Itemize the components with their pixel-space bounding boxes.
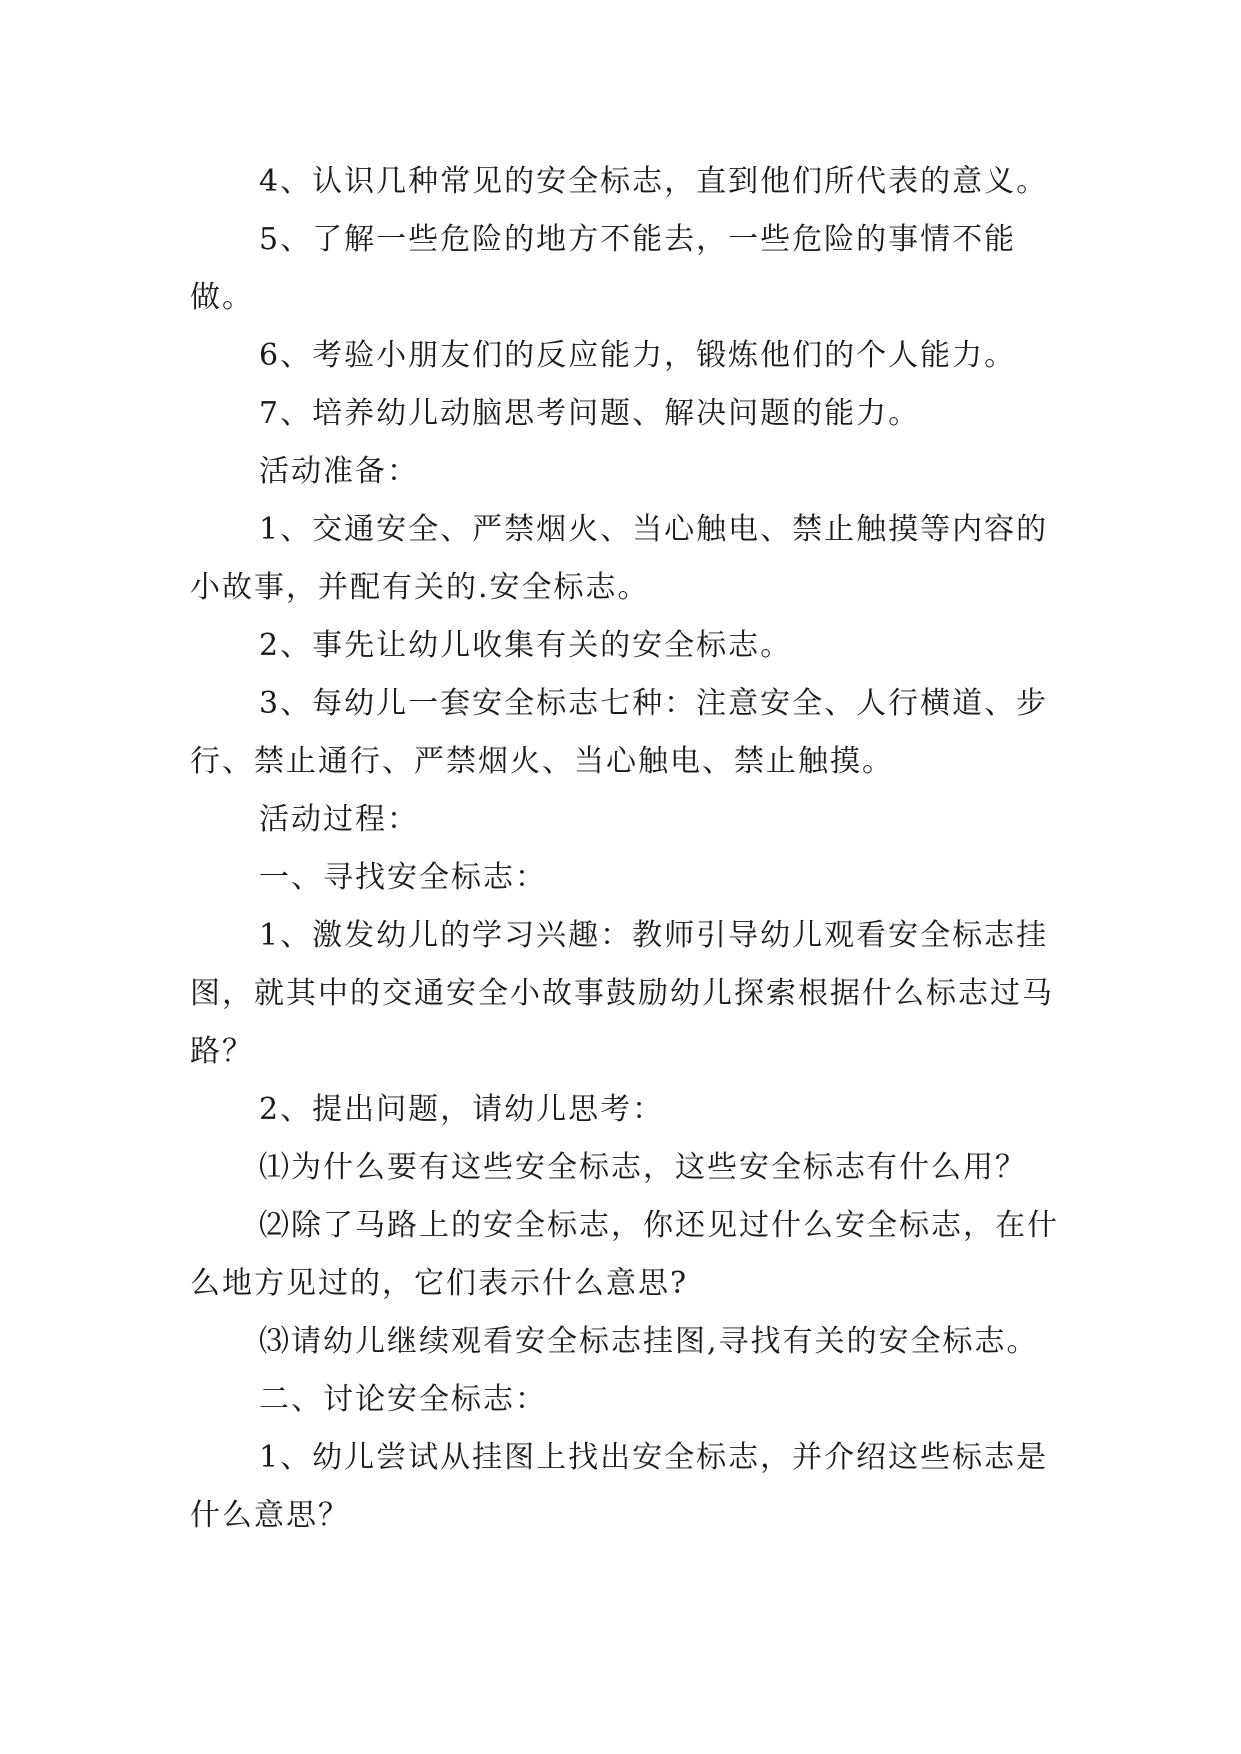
section-heading-preparation: 活动准备： [259,454,419,489]
section-heading-process: 活动过程： [259,802,419,837]
subheading-find-signs: 一、寻找安全标志： [259,860,547,895]
paragraph-question-2: ⑵除了马路上的安全标志，你还见过什么安全标志，在什么地方见过的，它们表示什么意思? [190,1208,1059,1301]
paragraph-question-3: ⑶请幼儿继续观看安全标志挂图,寻找有关的安全标志。 [259,1324,1039,1359]
paragraph-goal-6: 6、考验小朋友们的反应能力，锻炼他们的个人能力。 [259,338,1017,373]
paragraph-goal-4: 4、认识几种常见的安全标志，直到他们所代表的意义。 [259,164,1049,199]
paragraph-question-1: ⑴为什么要有这些安全标志，这些安全标志有什么用？ [259,1150,1027,1185]
paragraph-process-2: 2、提出问题，请幼儿思考： [259,1092,665,1127]
subheading-discuss-signs: 二、讨论安全标志： [259,1382,547,1417]
paragraph-preparation-2: 2、事先让幼儿收集有关的安全标志。 [259,628,793,663]
paragraph-goal-7: 7、培养幼儿动脑思考问题、解决问题的能力。 [259,396,921,431]
paragraph-goal-5: 5、了解一些危险的地方不能去，一些危险的事情不能做。 [190,222,1017,315]
document-body [190,153,1065,1545]
paragraph-process-1: 1、激发幼儿的学习兴趣：教师引导幼儿观看安全标志挂图，就其中的交通安全小故事鼓励幼儿探索根据什么标志过马路？ [190,918,1054,1069]
paragraph-preparation-3: 3、每幼儿一套安全标志七种：注意安全、人行横道、步行、禁止通行、严禁烟火、当心触电、禁止触摸。 [190,686,1049,779]
paragraph-discuss-1: 1、幼儿尝试从挂图上找出安全标志，并介绍这些标志是什么意思？ [190,1440,1049,1533]
paragraph-preparation-1: 1、交通安全、严禁烟火、当心触电、禁止触摸等内容的小故事，并配有关的.安全标志。 [190,512,1049,605]
